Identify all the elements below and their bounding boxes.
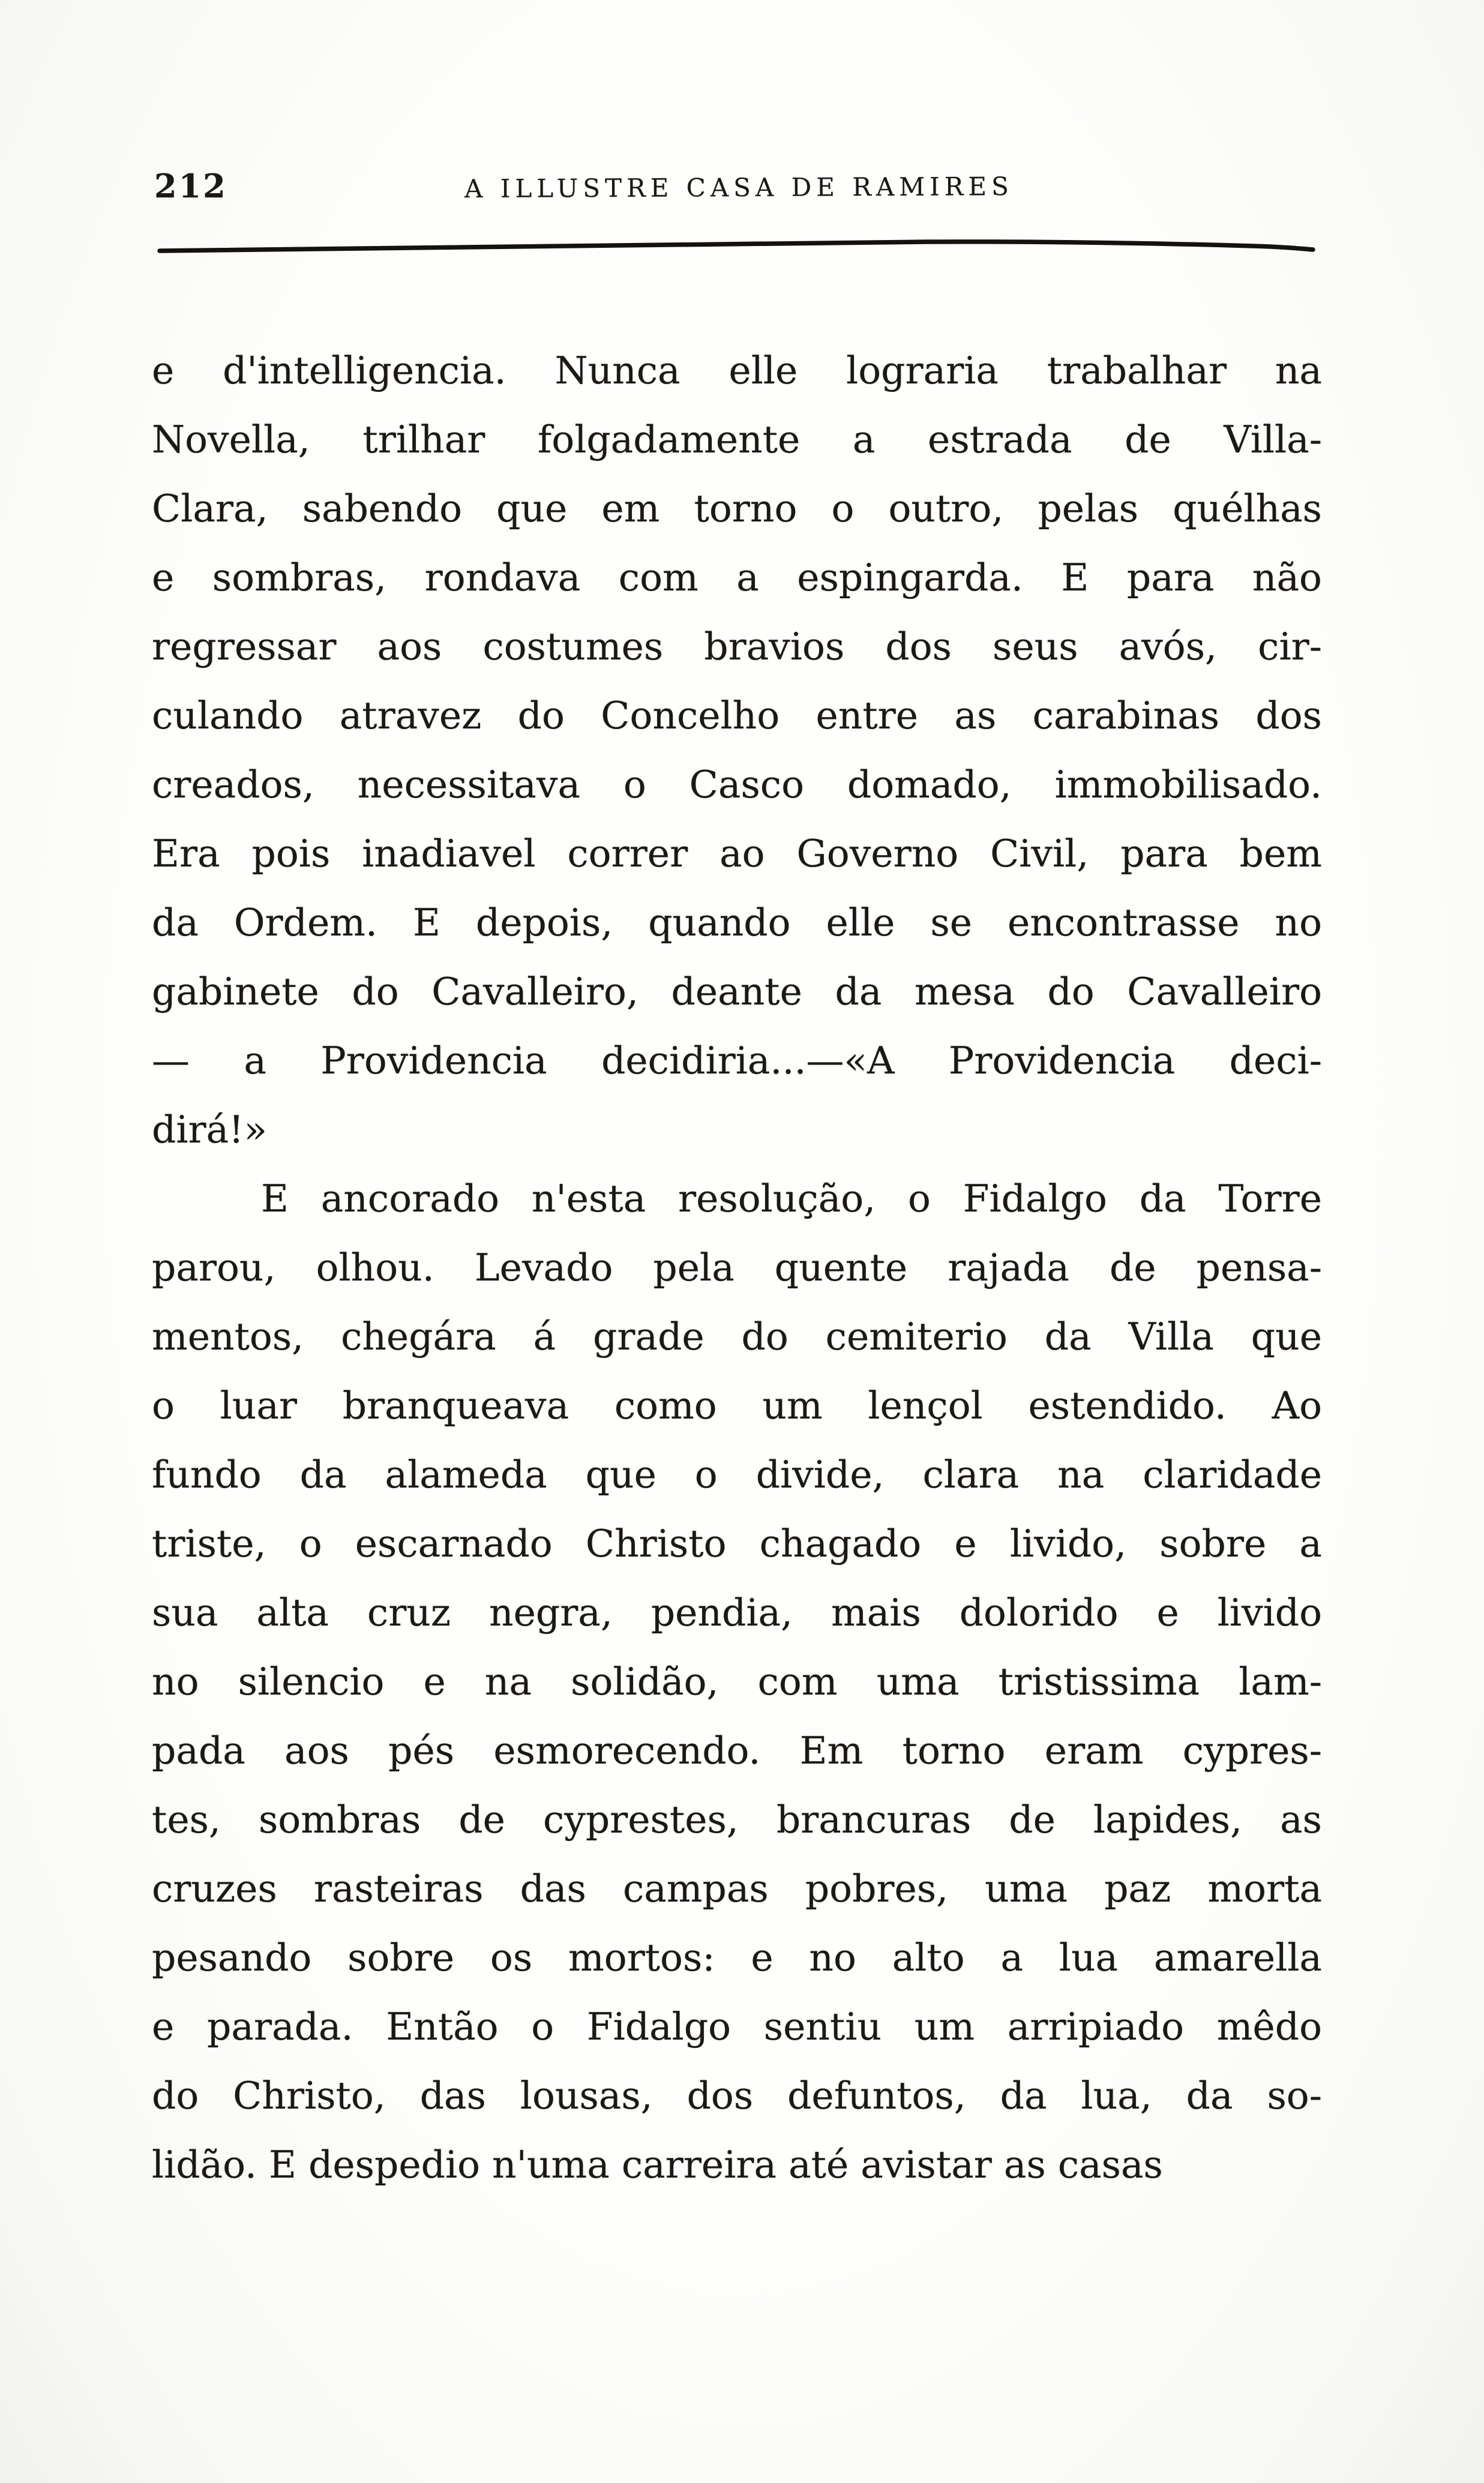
text-line: E ancorado n'esta resolução, o Fidalgo da Torre <box>261 1177 1322 1220</box>
text-line: sua alta cruz negra, pendia, mais dolorido e livido <box>152 1591 1322 1635</box>
text-line: Clara, sabendo que em torno o outro, pelas quélhas <box>152 487 1322 530</box>
text-line: pesando sobre os mortos: e no alto a lua amarella <box>152 1936 1322 1980</box>
text-line: do Christo, das lousas, dos defuntos, da lua, da so- <box>152 2074 1322 2118</box>
text-line: o luar branqueava como um lençol estendido. Ao <box>152 1384 1322 1428</box>
text-line: e parada. Então o Fidalgo sentiu um arripiado mêdo <box>152 2005 1322 2049</box>
header-rule <box>157 239 1315 256</box>
text-line: regressar aos costumes bravios dos seus avós, cir- <box>152 625 1322 668</box>
text-line: no silencio e na solidão, com uma tristissima lam- <box>152 1660 1322 1704</box>
text-line: fundo da alameda que o divide, clara na claridade <box>152 1453 1322 1497</box>
page-number: 212 <box>154 167 227 205</box>
text-line: culando atravez do Concelho entre as carabinas dos <box>152 694 1322 737</box>
text-line: pada aos pés esmorecendo. Em torno eram cypres- <box>152 1729 1322 1773</box>
text-line: da Ordem. E depois, quando elle se encontrasse no <box>152 901 1322 944</box>
text-line: — a Providencia decidiria...—«A Providencia deci- <box>152 1039 1322 1082</box>
text-line: lidão. E despedio n'uma carreira até avistar as casas <box>152 2143 1163 2187</box>
text-line: e d'intelligencia. Nunca elle lograria trabalhar na <box>152 349 1322 392</box>
text-line: e sombras, rondava com a espingarda. E para não <box>152 556 1322 599</box>
text-line: dirá!» <box>152 1108 268 1151</box>
text-line: gabinete do Cavalleiro, deante da mesa do Cavalleiro <box>152 970 1322 1013</box>
text-line: parou, olhou. Levado pela quente rajada de pensa- <box>152 1246 1322 1290</box>
running-title: A ILLUSTRE CASA DE RAMIRES <box>464 172 1014 203</box>
text-line: tes, sombras de cyprestes, brancuras de lapides, as <box>152 1798 1322 1842</box>
text-line: Novella, trilhar folgadamente a estrada de Villa- <box>152 418 1322 461</box>
text-line: triste, o escarnado Christo chagado e livido, sobre a <box>152 1522 1322 1566</box>
text-line: mentos, chegára á grade do cemiterio da Villa que <box>152 1315 1322 1359</box>
page-header <box>152 167 1326 209</box>
text-line: Era pois inadiavel correr ao Governo Civil, para bem <box>152 832 1322 875</box>
text-line: cruzes rasteiras das campas pobres, uma paz morta <box>152 1867 1322 1911</box>
text-line: creados, necessitava o Casco domado, immobilisado. <box>152 763 1322 806</box>
text-block <box>152 336 1322 2199</box>
